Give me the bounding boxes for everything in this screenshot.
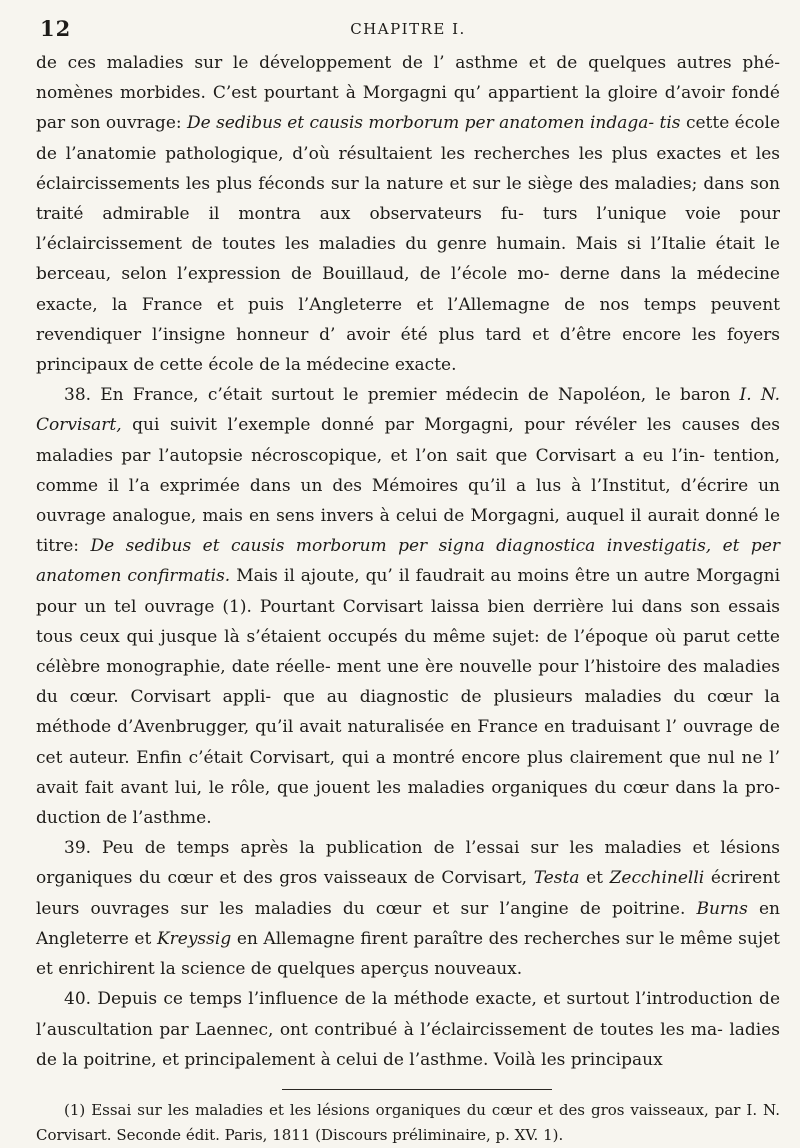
- italic-text: I. N. Corvisart,: [36, 385, 781, 436]
- body-text: [36, 48, 780, 1075]
- italic-text: Burns: [696, 898, 748, 919]
- text-run: en Allemagne firent paraître des recherches sur le même sujet et enrichirent la science de quelques aperçus nouveaux.: [36, 928, 780, 980]
- italic-text: Kreyssig: [156, 928, 232, 949]
- text-run: et: [579, 868, 610, 889]
- text-run: 40. Depuis ce temps l’influence de la méthode exacte, et surtout l’introduction de l’auscultation par Laennec, ont contribué à l’éclaircissement de toutes les ma- ladies de la poitrine, et principalement à celui de l’asthme. Voilà les principaux: [36, 989, 780, 1070]
- book-page: [36, 14, 781, 1144]
- text-run: Mais il ajoute, qu’ il faudrait au moins être un autre Morgagni pour un tel ouvrage (1). Pourtant Corvisart laissa bien derrière lui dans son essais tous ceux qui jusque là s’étaient occupés du même sujet: de l’époque où parut cette célèbre monographie, date réelle- ment une ère nouvelle pour l’histoire des maladies du cœur. Corvisart appli- que au diagnostic de plusieurs maladies du cœur la méthode d’Avenbrugger, qu’il avait naturalisée en France en traduisant l’ ouvrage de cet auteur. Enfin c’était Corvisart, qui a montré encore plus clairement que nul ne l’ avait fait avant lui, le rôle, que jouent les maladies organiques du cœur dans la pro- duction de l’asthme.: [36, 566, 781, 829]
- text-run: de ces maladies sur le développement de l’ asthme et de quelques autres phé- nomènes morbides. C’est pourtant à Morgagni qu’ appartient la gloire d’avoir fondé par son ouvrage:: [36, 53, 780, 134]
- footnote-divider: [282, 1089, 552, 1090]
- footnote-text: (1) Essai sur les maladies et les lésions organiques du cœur et des gros vaisseaux, par I. N. Corvisart. Seconde édit. Paris, 1811 (Discours préliminaire, p. XV. 1).: [36, 1100, 780, 1144]
- text-run: 38. En France, c’était surtout le premier médecin de Napoléon, le baron: [64, 385, 740, 406]
- footnote: [36, 1098, 780, 1148]
- italic-text: Testa: [533, 868, 580, 889]
- italic-text: Zecchinelli: [609, 868, 705, 889]
- paragraph: [36, 984, 780, 1075]
- italic-text: De sedibus et causis morborum per anatomen indaga- tis: [187, 113, 681, 134]
- page-number: 12: [40, 16, 72, 41]
- text-run: 39. Peu de temps après la publication de l’essai sur les maladies et lésions organiques du cœur et des gros vaisseaux de Corvisart,: [36, 838, 780, 889]
- text-run: cette école de l’anatomie pathologique, d’où résultaient les recherches les plus exactes et les éclaircissements les plus féconds sur la nature et sur le siège des maladies; dans son traité admirable il montra aux observateurs fu- turs l’unique voie pour l’éclaircissement de toutes les maladies du genre humain. Mais si l’Italie était le berceau, selon l’expression de Bouillaud, de l’école mo- derne dans la médecine exacte, la France et puis l’Angleterre et l’Allemagne de nos temps peuvent revendiquer l’insigne honneur d’ avoir été plus tard et d’être encore les foyers principaux de cette école de la médecine exacte.: [36, 113, 781, 376]
- running-head: CHAPITRE I.: [350, 20, 466, 38]
- italic-text: De sedibus et causis morborum per signa diagnostica investigatis, et per anatomen confirmatis.: [36, 536, 781, 587]
- text-run: qui suivit l’exemple donné par Morgagni, pour révéler les causes des maladies par l’autopsie nécroscopique, et l’on sait que Corvisart a eu l’in- tention, comme il l’a exprimée dans un des Mémoires qu’il a lus à l’Institut, d’écrire un ouvrage analogue, mais en sens invers à celui de Morgagni, auquel il aurait donné le titre:: [36, 415, 780, 557]
- paragraph: [36, 48, 780, 380]
- page-header: [36, 14, 780, 44]
- text-run: écrirent leurs ouvrages sur les maladies du cœur et sur l’angine de poitrine.: [36, 868, 780, 919]
- text-run: en Angleterre et: [36, 898, 780, 949]
- paragraph: [36, 833, 780, 984]
- paragraph: [36, 380, 780, 833]
